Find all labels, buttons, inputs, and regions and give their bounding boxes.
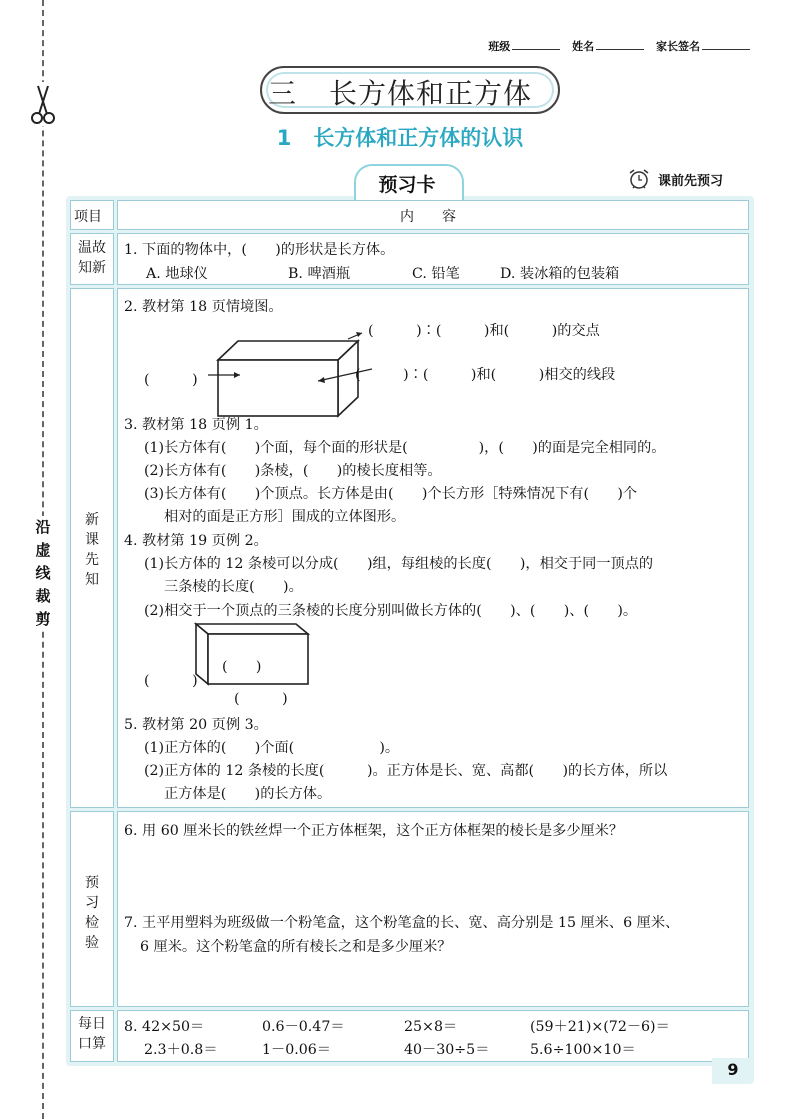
- section-new-lesson-label: 新 课 先 知: [85, 512, 99, 588]
- q4-line-2: 三条棱的长度( )。: [164, 579, 303, 595]
- name-field[interactable]: [596, 49, 644, 50]
- card-label: 预习卡: [378, 174, 436, 196]
- calc-8: 5.6÷100×10＝: [530, 1042, 636, 1058]
- calc-3: 25×8＝: [404, 1019, 458, 1035]
- alarm-clock-icon: [626, 168, 652, 190]
- q7-line-2: 6 厘米。这个粉笔盒的所有棱长之和是多少厘米？: [140, 939, 452, 955]
- page-number: 9: [727, 1060, 739, 1079]
- q5-line-2: (2)正方体的 12 条棱的长度( )。正方体是长、宽、高都( )的长方体，所以: [144, 763, 668, 779]
- q3-line-3: (3)长方体有( )个顶点。长方体是由( )个长方形［特殊情况下有( )个: [144, 486, 638, 502]
- q1-option-b[interactable]: B. 啤酒瓶: [288, 266, 351, 282]
- section-mental-math-label: 每日 口算: [78, 1016, 106, 1052]
- calc-2: 0.6－0.47＝: [262, 1019, 345, 1035]
- header-fields: [488, 38, 750, 54]
- lesson-title: 1 长方体和正方体的认识: [276, 126, 524, 150]
- q1-option-a[interactable]: A. 地球仪: [146, 266, 208, 282]
- q6-text: 6. 用 60 厘米长的铁丝焊一个正方体框架，这个正方体框架的棱长是多少厘米？: [124, 823, 624, 839]
- q2-edge-label: ( )∶( )和( )相交的线段: [355, 367, 616, 383]
- q2-vertex-label: ( )∶( )和( )的交点: [368, 323, 600, 339]
- unit-title: 三 长方体和正方体: [267, 77, 533, 110]
- q3-line-1: (1)长方体有( )个面，每个面的形状是( )，( )的面是完全相同的。: [144, 440, 666, 456]
- q4-width-label: ( ): [144, 673, 198, 689]
- q4-length-label: ( ): [234, 691, 288, 707]
- parent-sign-field[interactable]: [702, 49, 750, 50]
- col-content-label: 内 容: [400, 209, 456, 225]
- calc-1: 8. 42×50＝: [124, 1019, 205, 1035]
- q1-option-d[interactable]: D. 装冰箱的包装箱: [500, 266, 620, 282]
- calc-4: (59＋21)×(72－6)＝: [530, 1019, 670, 1035]
- section-check-label: 预 习 检 验: [85, 875, 99, 951]
- calc-5: 2.3＋0.8＝: [144, 1042, 218, 1058]
- cuboid-figure-2: [190, 620, 320, 690]
- q2-stem: 2. 教材第 18 页情境图。: [124, 299, 283, 315]
- q3-line-4: 相对的面是正方形］围成的立体图形。: [164, 509, 406, 525]
- section-review-label: 温故 知新: [78, 240, 106, 276]
- q1-option-c[interactable]: C. 铅笔: [412, 266, 460, 282]
- q3-line-2: (2)长方体有( )条棱，( )的棱长度相等。: [144, 463, 442, 479]
- name-label: 姓名: [572, 40, 595, 53]
- class-field[interactable]: [512, 49, 560, 50]
- q5-line-3: 正方体是( )的长方体。: [164, 786, 332, 802]
- q4-height-label: ( ): [222, 659, 262, 675]
- q4-stem: 4. 教材第 19 页例 2。: [124, 533, 268, 549]
- q5-stem: 5. 教材第 20 页例 3。: [124, 717, 268, 733]
- class-label: 班级: [488, 40, 511, 53]
- q7-line-1: 7. 王平用塑料为班级做一个粉笔盒，这个粉笔盒的长、宽、高分别是 15 厘米、6 厘米、: [124, 915, 680, 931]
- col-item-label: 项目: [74, 209, 102, 225]
- q1-stem: 1. 下面的物体中，( )的形状是长方体。: [124, 242, 395, 258]
- q2-face-label: ( ): [144, 372, 198, 388]
- preview-badge: 课前先预习: [626, 168, 723, 190]
- cut-line-text: 沿 虚 线 裁 剪: [32, 516, 54, 631]
- q4-line-3: (2)相交于一个顶点的三条棱的长度分别叫做长方体的( )、( )、( )。: [144, 603, 638, 619]
- q4-line-1: (1)长方体的 12 条棱可以分成( )组，每组棱的长度( )，相交于同一顶点的: [144, 556, 654, 572]
- q5-line-1: (1)正方体的( )个面( )。: [144, 740, 400, 756]
- section-check-content-cell: [117, 811, 749, 1007]
- calc-7: 40－30÷5＝: [404, 1042, 490, 1058]
- parent-sign-label: 家长签名: [656, 40, 700, 53]
- q3-stem: 3. 教材第 18 页例 1。: [124, 417, 268, 433]
- calc-6: 1－0.06＝: [262, 1042, 331, 1058]
